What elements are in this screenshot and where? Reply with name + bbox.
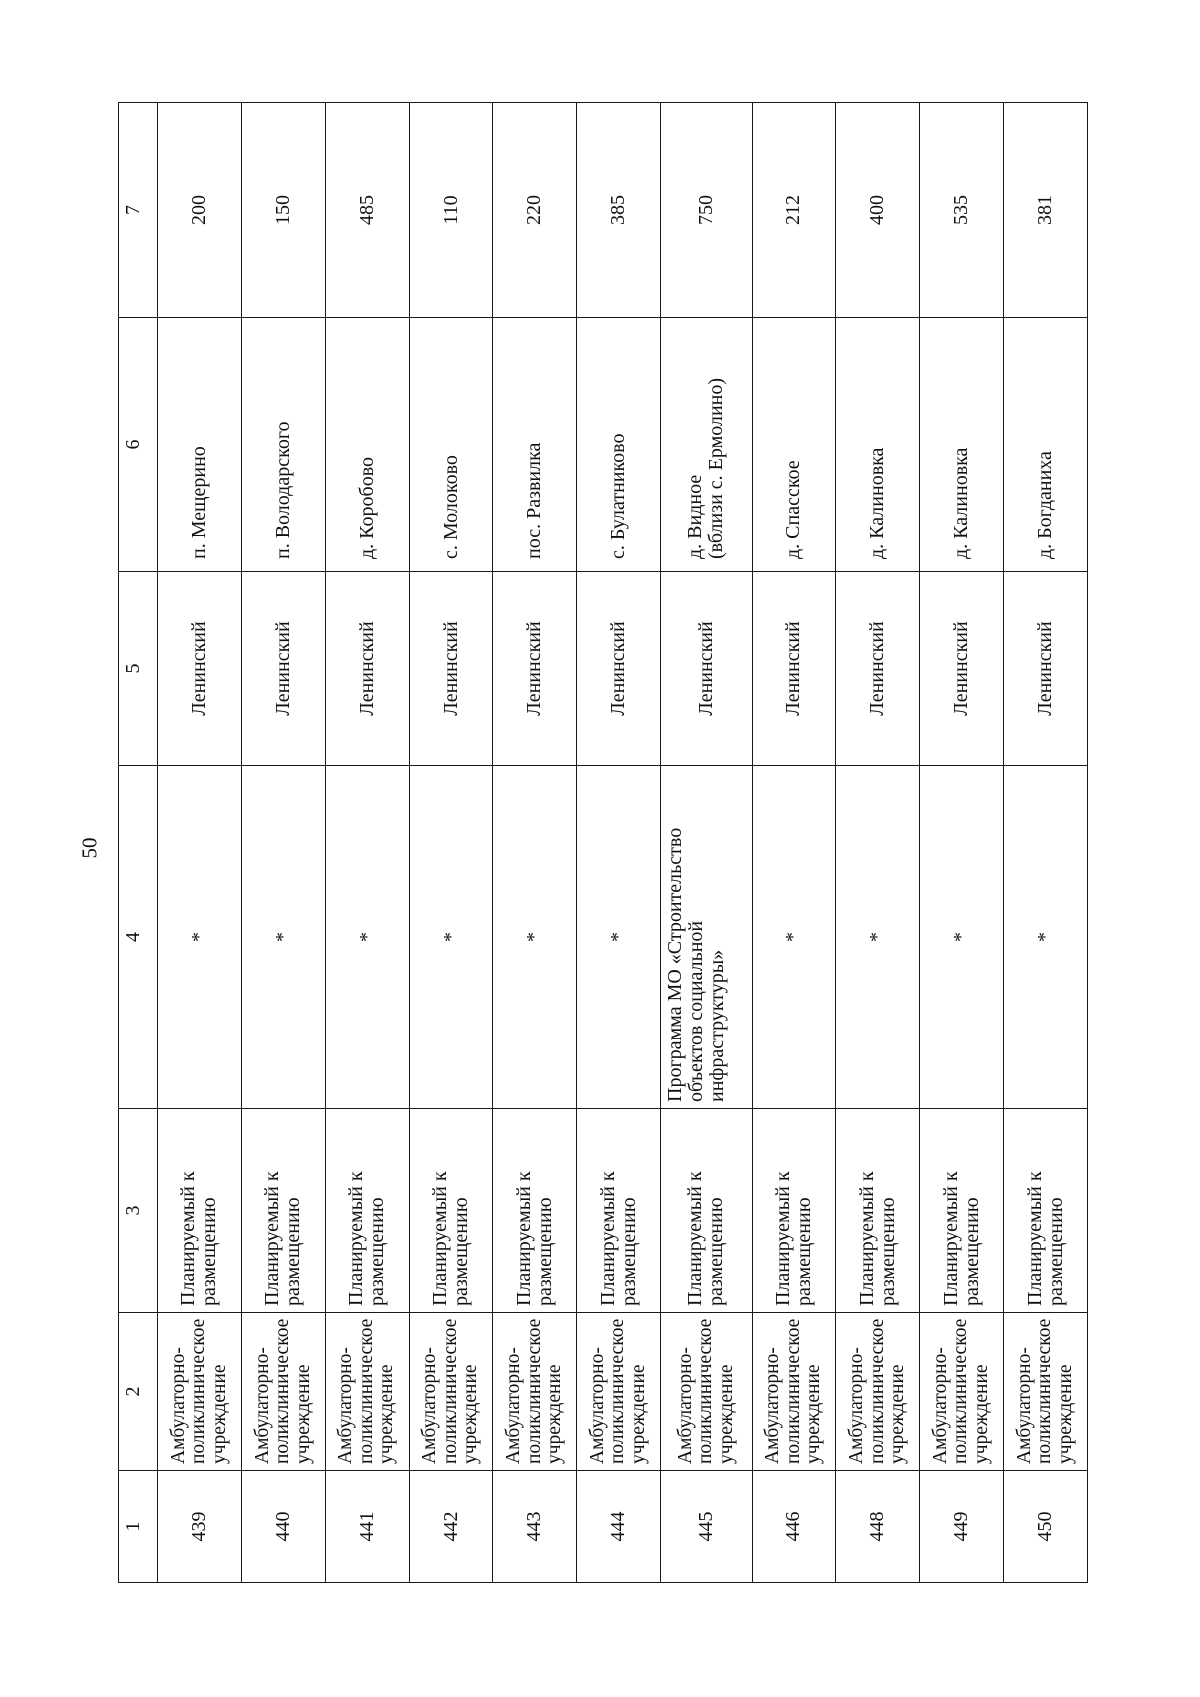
location-name: пос. Развилка xyxy=(493,318,577,572)
capacity-value: 385 xyxy=(577,103,661,318)
program-name: Программа МО «Строительство объектов социальной инфраструктуры» xyxy=(661,766,752,1109)
object-status: Планируемый к размещению xyxy=(920,1109,1004,1313)
table-row xyxy=(1004,103,1088,1583)
program-name: * xyxy=(241,766,325,1109)
rotated-table-container xyxy=(118,103,1088,1583)
program-name: * xyxy=(1004,766,1088,1109)
capacity-value: 212 xyxy=(752,103,836,318)
row-number: 446 xyxy=(752,1471,836,1583)
object-name: Амбулаторно- поликлиническое учреждение xyxy=(493,1313,577,1471)
table-row xyxy=(661,103,752,1583)
capacity-value: 200 xyxy=(158,103,242,318)
location-name: п. Мещерино xyxy=(158,318,242,572)
district-name: Ленинский xyxy=(661,572,752,766)
location-name: д. Богданиха xyxy=(1004,318,1088,572)
location-name: д. Видное (вблизи с. Ермолино) xyxy=(661,318,752,572)
object-status: Планируемый к размещению xyxy=(661,1109,752,1313)
object-status: Планируемый к размещению xyxy=(577,1109,661,1313)
location-name: д. Спасское xyxy=(752,318,836,572)
district-name: Ленинский xyxy=(752,572,836,766)
table-row xyxy=(577,103,661,1583)
capacity-value: 150 xyxy=(241,103,325,318)
district-name: Ленинский xyxy=(325,572,409,766)
object-status: Планируемый к размещению xyxy=(325,1109,409,1313)
location-name: п. Володарского xyxy=(241,318,325,572)
capacity-value: 220 xyxy=(493,103,577,318)
column-header: 7 xyxy=(119,103,158,318)
object-name: Амбулаторно- поликлиническое учреждение xyxy=(409,1313,493,1471)
district-name: Ленинский xyxy=(493,572,577,766)
table-row xyxy=(920,103,1004,1583)
row-number: 445 xyxy=(661,1471,752,1583)
program-name: * xyxy=(325,766,409,1109)
table-row xyxy=(158,103,242,1583)
capacity-value: 110 xyxy=(409,103,493,318)
object-status: Планируемый к размещению xyxy=(493,1109,577,1313)
district-name: Ленинский xyxy=(409,572,493,766)
location-name: д. Коробово xyxy=(325,318,409,572)
district-name: Ленинский xyxy=(836,572,920,766)
object-name: Амбулаторно- поликлиническое учреждение xyxy=(577,1313,661,1471)
page-number: 50 xyxy=(77,837,102,859)
object-name: Амбулаторно- поликлиническое учреждение xyxy=(158,1313,242,1471)
program-name: * xyxy=(836,766,920,1109)
object-name: Амбулаторно- поликлиническое учреждение xyxy=(836,1313,920,1471)
object-status: Планируемый к размещению xyxy=(409,1109,493,1313)
row-number: 448 xyxy=(836,1471,920,1583)
object-name: Амбулаторно- поликлиническое учреждение xyxy=(920,1313,1004,1471)
facilities-table xyxy=(118,102,1088,1583)
location-name: с. Булатниково xyxy=(577,318,661,572)
table-row xyxy=(493,103,577,1583)
program-name: * xyxy=(920,766,1004,1109)
capacity-value: 750 xyxy=(661,103,752,318)
program-name: * xyxy=(158,766,242,1109)
object-name: Амбулаторно- поликлиническое учреждение xyxy=(1004,1313,1088,1471)
row-number: 443 xyxy=(493,1471,577,1583)
object-name: Амбулаторно- поликлиническое учреждение xyxy=(661,1313,752,1471)
location-name: д. Калиновка xyxy=(836,318,920,572)
program-name: * xyxy=(409,766,493,1109)
column-header: 1 xyxy=(119,1471,158,1583)
column-header: 5 xyxy=(119,572,158,766)
program-name: * xyxy=(752,766,836,1109)
capacity-value: 400 xyxy=(836,103,920,318)
program-name: * xyxy=(577,766,661,1109)
object-status: Планируемый к размещению xyxy=(241,1109,325,1313)
column-header: 6 xyxy=(119,318,158,572)
district-name: Ленинский xyxy=(158,572,242,766)
district-name: Ленинский xyxy=(577,572,661,766)
capacity-value: 535 xyxy=(920,103,1004,318)
column-header: 4 xyxy=(119,766,158,1109)
table-row xyxy=(409,103,493,1583)
object-name: Амбулаторно- поликлиническое учреждение xyxy=(752,1313,836,1471)
table-row xyxy=(836,103,920,1583)
program-name: * xyxy=(493,766,577,1109)
capacity-value: 381 xyxy=(1004,103,1088,318)
header-row xyxy=(119,103,158,1583)
object-name: Амбулаторно- поликлиническое учреждение xyxy=(325,1313,409,1471)
column-header: 3 xyxy=(119,1109,158,1313)
row-number: 444 xyxy=(577,1471,661,1583)
row-number: 450 xyxy=(1004,1471,1088,1583)
object-status: Планируемый к размещению xyxy=(158,1109,242,1313)
row-number: 442 xyxy=(409,1471,493,1583)
district-name: Ленинский xyxy=(920,572,1004,766)
object-status: Планируемый к размещению xyxy=(836,1109,920,1313)
table-row xyxy=(241,103,325,1583)
district-name: Ленинский xyxy=(1004,572,1088,766)
location-name: д. Калиновка xyxy=(920,318,1004,572)
district-name: Ленинский xyxy=(241,572,325,766)
row-number: 449 xyxy=(920,1471,1004,1583)
capacity-value: 485 xyxy=(325,103,409,318)
table-row xyxy=(325,103,409,1583)
row-number: 439 xyxy=(158,1471,242,1583)
object-name: Амбулаторно- поликлиническое учреждение xyxy=(241,1313,325,1471)
row-number: 441 xyxy=(325,1471,409,1583)
object-status: Планируемый к размещению xyxy=(1004,1109,1088,1313)
object-status: Планируемый к размещению xyxy=(752,1109,836,1313)
table-row xyxy=(752,103,836,1583)
row-number: 440 xyxy=(241,1471,325,1583)
column-header: 2 xyxy=(119,1313,158,1471)
location-name: с. Молоково xyxy=(409,318,493,572)
